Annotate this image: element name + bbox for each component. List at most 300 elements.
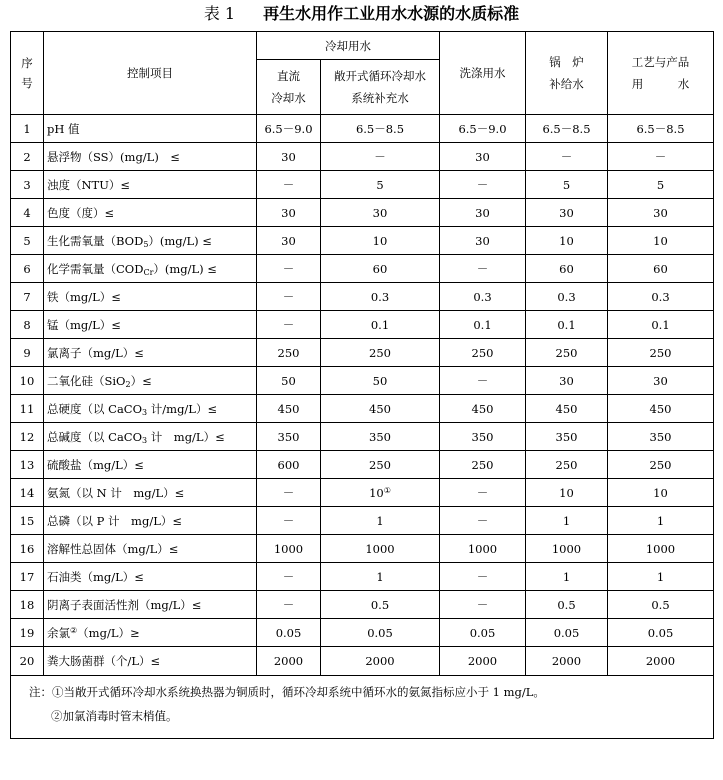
cell-value: 450 [555, 401, 578, 416]
cell-value: 30 [653, 205, 668, 220]
table-number: 表 1 [203, 4, 236, 23]
header-boiler [526, 32, 608, 115]
cell-value: 10 [372, 233, 388, 248]
value-process [608, 619, 714, 647]
cell-value: 10 [559, 233, 574, 248]
water-quality-table [10, 31, 714, 739]
header-direct-line1: 直流 [277, 69, 300, 83]
value-boiler [526, 227, 608, 255]
value-direct-cooling [257, 535, 321, 563]
control-item-text-suffix: ）(mg/L) ≤ [148, 233, 212, 248]
row-number: 18 [11, 591, 44, 619]
cell-value: 10 [653, 485, 668, 500]
value-process [608, 143, 714, 171]
control-item-text-suffix: ）(mg/L) ≤ [153, 261, 217, 276]
cell-value: 60 [372, 261, 388, 276]
value-boiler [526, 423, 608, 451]
cell-value: － [282, 485, 295, 500]
value-direct-cooling [257, 451, 321, 479]
cell-value: 450 [277, 401, 300, 416]
value-washing [440, 115, 526, 143]
cell-value: 250 [555, 457, 578, 472]
table-body [11, 115, 714, 676]
header-boiler-line2: 补给水 [549, 77, 584, 91]
value-washing [440, 647, 526, 676]
value-open-loop-cooling [321, 143, 440, 171]
value-open-loop-cooling [321, 199, 440, 227]
value-washing [440, 255, 526, 283]
cell-value: 0.3 [557, 289, 576, 304]
cell-value: 1000 [551, 541, 582, 556]
control-item: 氯离子（mg/L）≤ [44, 339, 257, 367]
value-direct-cooling [257, 171, 321, 199]
cell-value: 2000 [645, 654, 676, 668]
note-line-1: 注：①当敞开式循环冷却水系统换热器为铜质时，循环冷却系统中循环水的氨氮指标应小于 1 mg/L。 [29, 685, 545, 699]
control-item: 锰（mg/L）≤ [44, 311, 257, 339]
value-open-loop-cooling [321, 451, 440, 479]
header-seq-line2: 号 [21, 76, 33, 90]
value-direct-cooling [257, 563, 321, 591]
value-direct-cooling [257, 647, 321, 676]
control-item-text: 总硬度（以 CaCO [47, 401, 143, 416]
value-open-loop-cooling [321, 367, 440, 395]
cell-value: － [476, 373, 489, 388]
control-item: 总磷（以 P 计 mg/L）≤ [44, 507, 257, 535]
cell-value: 30 [475, 149, 490, 164]
cell-value: － [476, 569, 489, 584]
control-item-superscript: ② [70, 625, 78, 635]
row-number: 4 [11, 199, 44, 227]
control-item [44, 367, 257, 395]
table-row [11, 535, 714, 563]
cell-value: － [282, 513, 295, 528]
value-washing [440, 619, 526, 647]
value-boiler [526, 367, 608, 395]
value-process [608, 115, 714, 143]
value-boiler [526, 647, 608, 676]
cell-value: 6.5－8.5 [542, 121, 591, 136]
cell-value: 30 [372, 205, 388, 220]
control-item [44, 423, 257, 451]
value-direct-cooling [257, 507, 321, 535]
value-washing [440, 451, 526, 479]
value-boiler [526, 479, 608, 507]
control-item-text-suffix: 计 mg/L）≤ [147, 429, 225, 444]
value-direct-cooling [257, 395, 321, 423]
cell-value: 2000 [551, 654, 582, 668]
table-row [11, 367, 714, 395]
control-item: 悬浮物（SS）(mg/L) ≤ [44, 143, 257, 171]
value-process [608, 171, 714, 199]
value-boiler [526, 255, 608, 283]
cell-value: 350 [277, 429, 300, 444]
table-row [11, 283, 714, 311]
header-open-loop-cooling [321, 60, 440, 115]
table-row [11, 647, 714, 676]
control-item: 硫酸盐（mg/L）≤ [44, 451, 257, 479]
header-process-line2: 用 水 [631, 77, 690, 91]
cell-value: － [282, 289, 295, 304]
cell-value: 6.5－8.5 [636, 121, 685, 136]
cell-value: 30 [653, 373, 668, 388]
control-item-subscript: 2 [125, 379, 131, 389]
cell-value: 50 [281, 373, 296, 388]
cell-value: － [476, 485, 489, 500]
value-open-loop-cooling [321, 423, 440, 451]
cell-value: 0.3 [473, 289, 492, 304]
row-number: 9 [11, 339, 44, 367]
header-washing [440, 32, 526, 115]
value-boiler [526, 507, 608, 535]
table-row [11, 115, 714, 143]
cell-value: － [282, 597, 295, 612]
control-item-subscript: 5 [143, 239, 149, 249]
cell-value: － [476, 513, 489, 528]
header-washing-label: 洗涤用水 [459, 66, 506, 80]
row-number: 3 [11, 171, 44, 199]
cell-value: 1 [562, 569, 571, 584]
row-number: 13 [11, 451, 44, 479]
value-boiler [526, 311, 608, 339]
value-washing [440, 199, 526, 227]
cell-value: 250 [277, 345, 300, 360]
value-direct-cooling [257, 143, 321, 171]
value-washing [440, 339, 526, 367]
value-washing [440, 535, 526, 563]
cell-value: 0.05 [469, 625, 496, 640]
value-washing [440, 367, 526, 395]
value-washing [440, 311, 526, 339]
header-process-line1: 工艺与产品 [631, 55, 690, 69]
value-boiler [526, 591, 608, 619]
value-open-loop-cooling [321, 591, 440, 619]
value-open-loop-cooling [321, 171, 440, 199]
value-direct-cooling [257, 591, 321, 619]
cell-value: 450 [369, 401, 391, 416]
value-process [608, 647, 714, 676]
cell-value: － [282, 261, 295, 276]
cell-value: 600 [277, 457, 300, 472]
value-boiler [526, 535, 608, 563]
value-direct-cooling [257, 311, 321, 339]
value-open-loop-cooling [321, 311, 440, 339]
cell-value: 0.05 [647, 625, 674, 640]
cell-value: 0.3 [651, 289, 670, 304]
cell-value: 0.05 [553, 625, 580, 640]
row-number: 7 [11, 283, 44, 311]
control-item: 铁（mg/L）≤ [44, 283, 257, 311]
cell-value: － [282, 317, 295, 332]
header-cooling-group [257, 32, 440, 60]
cell-value: 250 [471, 345, 494, 360]
cell-value: － [374, 149, 386, 164]
cell-value: 1 [656, 513, 665, 528]
table-row [11, 423, 714, 451]
control-item [44, 619, 257, 647]
row-number: 20 [11, 647, 44, 676]
cell-value: 1 [656, 569, 665, 584]
note-line-2: ②加氯消毒时管末梢值。 [51, 709, 178, 723]
notes-row [11, 676, 714, 739]
value-direct-cooling [257, 619, 321, 647]
value-open-loop-cooling [321, 115, 440, 143]
row-number: 12 [11, 423, 44, 451]
cell-value: 2000 [467, 654, 498, 668]
row-number: 5 [11, 227, 44, 255]
cell-value: 1000 [365, 541, 395, 556]
row-number: 19 [11, 619, 44, 647]
cell-value: 1000 [467, 541, 498, 556]
header-item [44, 32, 257, 115]
value-process [608, 563, 714, 591]
value-direct-cooling [257, 227, 321, 255]
cell-value: 5 [376, 177, 384, 192]
value-open-loop-cooling [321, 507, 440, 535]
table-row [11, 507, 714, 535]
value-process [608, 283, 714, 311]
control-item [44, 255, 257, 283]
value-process [608, 591, 714, 619]
value-open-loop-cooling [321, 283, 440, 311]
cell-value: 350 [649, 429, 672, 444]
cell-value: 6.5－8.5 [355, 121, 405, 136]
table-caption [0, 0, 723, 31]
row-number: 2 [11, 143, 44, 171]
control-item: 溶解性总固体（mg/L）≤ [44, 535, 257, 563]
table-row [11, 395, 714, 423]
control-item: 阴离子表面活性剂（mg/L）≤ [44, 591, 257, 619]
table-row [11, 479, 714, 507]
control-item: 石油类（mg/L）≤ [44, 563, 257, 591]
value-open-loop-cooling [321, 535, 440, 563]
value-process [608, 199, 714, 227]
cell-value: 30 [281, 233, 296, 248]
cell-value: 450 [649, 401, 672, 416]
value-boiler [526, 563, 608, 591]
value-direct-cooling [257, 479, 321, 507]
cell-value: 250 [649, 457, 672, 472]
header-open-line1: 敞开式循环冷却水 [334, 69, 426, 83]
cell-value: 450 [471, 401, 494, 416]
cell-value: 1000 [273, 541, 304, 556]
value-open-loop-cooling [321, 647, 440, 676]
cell-value: 250 [471, 457, 494, 472]
cell-value: 0.5 [651, 597, 670, 612]
cell-value: 30 [281, 205, 296, 220]
cell-value: 1000 [645, 541, 676, 556]
cell-value: － [282, 569, 295, 584]
header-open-line2: 系统补充水 [351, 91, 409, 105]
header-direct-line2: 冷却水 [271, 91, 306, 105]
table-row [11, 255, 714, 283]
cell-value: 0.3 [370, 289, 390, 304]
cell-value: 0.05 [275, 625, 302, 640]
cell-value: － [282, 177, 295, 192]
value-open-loop-cooling [321, 339, 440, 367]
value-open-loop-cooling [321, 395, 440, 423]
header-direct-cooling [257, 60, 321, 115]
value-open-loop-cooling [321, 255, 440, 283]
value-washing [440, 423, 526, 451]
cell-value: 1 [376, 513, 384, 528]
control-item-text: 余氯 [47, 625, 70, 640]
row-number: 11 [11, 395, 44, 423]
value-direct-cooling [257, 367, 321, 395]
table-row [11, 451, 714, 479]
header-process [608, 32, 714, 115]
cell-value: 350 [555, 429, 578, 444]
cell-value: － [476, 597, 489, 612]
value-process [608, 227, 714, 255]
row-number: 8 [11, 311, 44, 339]
cell-value: － [560, 149, 573, 164]
value-process [608, 535, 714, 563]
footnote-marker: ① [383, 485, 391, 495]
table-row [11, 311, 714, 339]
value-direct-cooling [257, 255, 321, 283]
cell-value: 0.5 [557, 597, 576, 612]
value-boiler [526, 339, 608, 367]
value-washing [440, 591, 526, 619]
control-item [44, 395, 257, 423]
table-title: 再生水用作工业用水水源的水质标准 [263, 4, 520, 23]
cell-value: 0.05 [367, 625, 393, 640]
value-open-loop-cooling [321, 563, 440, 591]
cell-value: 1 [562, 513, 571, 528]
header-cooling-label: 冷却用水 [325, 38, 371, 53]
control-item: 色度（度）≤ [44, 199, 257, 227]
value-washing [440, 227, 526, 255]
header-seq-line1: 序 [21, 56, 33, 70]
value-washing [440, 171, 526, 199]
control-item: 浊度（NTU）≤ [44, 171, 257, 199]
value-boiler [526, 199, 608, 227]
header-item-label: 控制项目 [127, 66, 173, 80]
value-boiler [526, 451, 608, 479]
row-number: 10 [11, 367, 44, 395]
value-washing [440, 143, 526, 171]
value-washing [440, 479, 526, 507]
table-row [11, 563, 714, 591]
cell-value: 0.1 [651, 317, 670, 332]
value-open-loop-cooling [321, 479, 440, 507]
value-washing [440, 563, 526, 591]
cell-value: 0.5 [370, 597, 390, 612]
control-item-text: 总碱度（以 CaCO [47, 429, 143, 444]
value-direct-cooling [257, 423, 321, 451]
control-item: 粪大肠菌群（个/L）≤ [44, 647, 257, 676]
cell-value: 0.1 [557, 317, 576, 332]
table-row [11, 339, 714, 367]
value-direct-cooling [257, 199, 321, 227]
cell-value: 30 [559, 373, 574, 388]
cell-value: － [476, 261, 489, 276]
table-row [11, 227, 714, 255]
cell-value: 60 [559, 261, 574, 276]
cell-value: 30 [475, 233, 490, 248]
table-row [11, 143, 714, 171]
value-process [608, 507, 714, 535]
value-open-loop-cooling [321, 619, 440, 647]
value-process [608, 479, 714, 507]
header-seq [11, 32, 44, 115]
value-process [608, 423, 714, 451]
control-item: pH 值 [44, 115, 257, 143]
value-boiler [526, 395, 608, 423]
value-process [608, 395, 714, 423]
value-process [608, 367, 714, 395]
value-washing [440, 507, 526, 535]
cell-value: 250 [369, 345, 391, 360]
control-item [44, 227, 257, 255]
cell-value: 6.5－9.0 [458, 121, 507, 136]
value-process [608, 339, 714, 367]
notes-cell [11, 676, 714, 739]
cell-value: 2000 [273, 654, 304, 668]
value-boiler [526, 619, 608, 647]
row-number: 14 [11, 479, 44, 507]
value-boiler [526, 171, 608, 199]
cell-value: 0.1 [473, 317, 492, 332]
cell-value: 50 [372, 373, 388, 388]
value-process [608, 451, 714, 479]
cell-value: － [476, 177, 489, 192]
control-item-text-suffix: （mg/L）≥ [77, 625, 140, 640]
row-number: 16 [11, 535, 44, 563]
value-boiler [526, 143, 608, 171]
control-item-subscript: 3 [142, 407, 148, 417]
cell-value: 350 [369, 429, 391, 444]
cell-value: 1 [376, 569, 384, 584]
table-row [11, 591, 714, 619]
table-row [11, 619, 714, 647]
value-process [608, 255, 714, 283]
control-item-text: 生化需氧量（BOD [47, 233, 144, 248]
control-item-text-suffix: ）≤ [130, 373, 152, 388]
header-boiler-line1: 锅 炉 [549, 55, 584, 69]
cell-value: 10 [653, 233, 668, 248]
cell-value: 10 [369, 485, 384, 500]
row-number: 17 [11, 563, 44, 591]
cell-value: 250 [649, 345, 672, 360]
cell-value: 30 [559, 205, 574, 220]
cell-value: 5 [562, 177, 571, 192]
cell-value: 0.1 [370, 317, 390, 332]
table-row [11, 199, 714, 227]
value-direct-cooling [257, 283, 321, 311]
cell-value: 350 [471, 429, 494, 444]
control-item: 氨氮（以 N 计 mg/L）≤ [44, 479, 257, 507]
value-direct-cooling [257, 339, 321, 367]
cell-value: 60 [653, 261, 668, 276]
cell-value: 30 [281, 149, 296, 164]
row-number: 6 [11, 255, 44, 283]
value-washing [440, 395, 526, 423]
value-process [608, 311, 714, 339]
value-washing [440, 283, 526, 311]
row-number: 1 [11, 115, 44, 143]
control-item-text: 化学需氧量（COD [47, 261, 144, 276]
cell-value: 2000 [365, 654, 395, 668]
control-item-subscript: Cr [143, 267, 154, 277]
control-item-text-suffix: 计/mg/L）≤ [147, 401, 218, 416]
cell-value: 6.5－9.0 [264, 121, 313, 136]
row-number: 15 [11, 507, 44, 535]
cell-value: 250 [555, 345, 578, 360]
cell-value: － [654, 149, 667, 164]
value-open-loop-cooling [321, 227, 440, 255]
cell-value: 250 [369, 457, 391, 472]
